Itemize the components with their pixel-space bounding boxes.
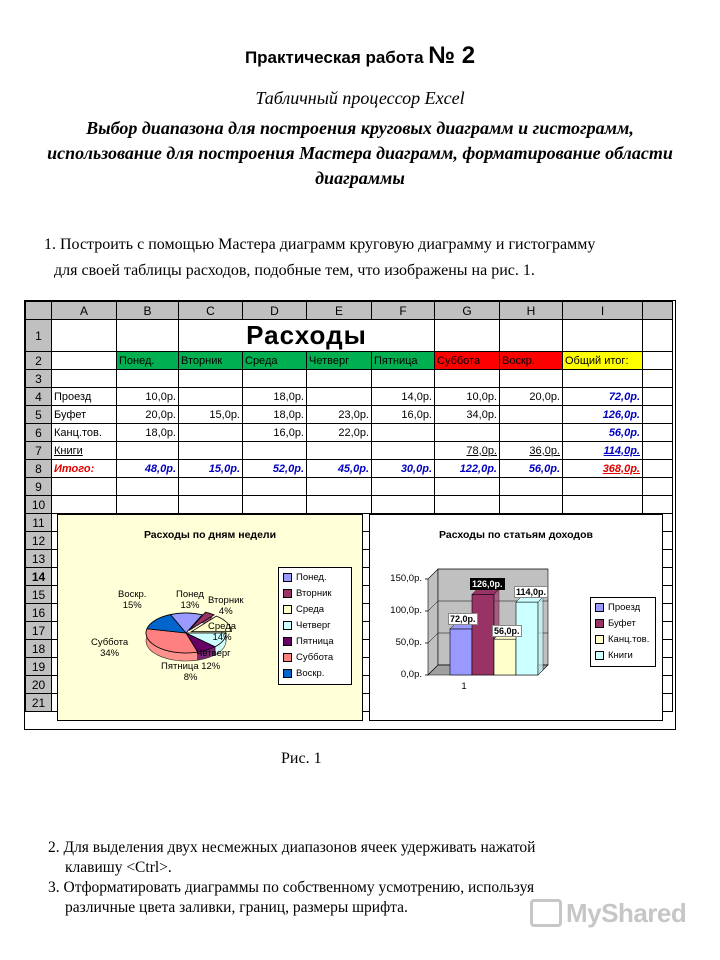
pie-legend [278, 567, 352, 685]
cell[interactable] [117, 370, 179, 388]
cell[interactable] [643, 320, 673, 352]
row-header-1[interactable]: 1 [26, 320, 52, 352]
legend-label: Проезд [608, 602, 641, 613]
cell[interactable] [117, 496, 179, 514]
value-cell[interactable] [500, 406, 563, 424]
row-header-10[interactable]: 10 [26, 496, 52, 514]
day-header-cell[interactable]: Четверг [307, 352, 372, 370]
table-row [26, 388, 673, 406]
legend-entry [279, 666, 351, 682]
legend-swatch [283, 669, 292, 678]
cell[interactable] [500, 496, 563, 514]
expense-name-cell[interactable]: Буфет [52, 406, 117, 424]
value-cell[interactable] [179, 424, 243, 442]
day-header-cell[interactable]: Общий итог: [563, 352, 643, 370]
cell[interactable] [643, 478, 673, 496]
pie-label-thursday: Четверг [196, 648, 231, 659]
row-header-5[interactable]: 5 [26, 406, 52, 424]
legend-swatch [283, 589, 292, 598]
value-cell[interactable]: 23,0р. [307, 406, 372, 424]
cell[interactable] [307, 370, 372, 388]
total-cell[interactable]: 56,0р. [563, 424, 643, 442]
figure-caption: Рис. 1 [281, 750, 322, 767]
bar-data-label: 56,0р. [494, 626, 520, 637]
cell[interactable] [179, 478, 243, 496]
task-1: 1. Построить с помощью Мастера диаграмм круговую диаграмму и гистограмму для своей таблицы расходов, подобные тем, что изображены на рис. 1. [44, 236, 596, 279]
row-header-12[interactable]: 12 [26, 532, 52, 550]
value-cell[interactable] [179, 388, 243, 406]
cell[interactable] [372, 478, 435, 496]
legend-swatch [595, 603, 604, 612]
value-cell[interactable]: 16,0р. [372, 406, 435, 424]
expense-name-cell[interactable]: Книги [52, 442, 117, 460]
value-cell[interactable] [372, 424, 435, 442]
cell[interactable] [372, 370, 435, 388]
cell[interactable] [117, 320, 179, 352]
value-cell[interactable]: 20,0р. [117, 406, 179, 424]
day-total-cell[interactable]: 15,0р. [179, 460, 243, 478]
pie-label-wednesday: Среда 14% [208, 621, 237, 643]
legend-swatch [283, 637, 292, 646]
row-header-15[interactable]: 15 [26, 586, 52, 604]
table-row [26, 496, 673, 514]
column-header-i[interactable]: I [563, 302, 643, 320]
legend-entry [279, 602, 351, 618]
legend-label: Пятница [296, 636, 334, 647]
y-tick-label: 50,0р. [395, 637, 422, 648]
table-row [26, 406, 673, 424]
day-header-cell[interactable]: Пятница [372, 352, 435, 370]
bar-4 [516, 602, 538, 675]
cell[interactable] [243, 370, 307, 388]
value-cell[interactable] [307, 442, 372, 460]
value-cell[interactable] [179, 442, 243, 460]
total-cell[interactable]: 126,0р. [563, 406, 643, 424]
row-header-14[interactable]: 14 [26, 568, 52, 586]
legend-label: Канц.тов. [608, 634, 650, 645]
row-header-20[interactable]: 20 [26, 676, 52, 694]
cell[interactable] [52, 352, 117, 370]
legend-label: Вторник [296, 588, 332, 599]
value-cell[interactable]: 16,0р. [243, 424, 307, 442]
row-header-6[interactable]: 6 [26, 424, 52, 442]
column-header-row [26, 302, 673, 320]
grand-total-cell[interactable]: 368,0р. [563, 460, 643, 478]
value-cell[interactable]: 10,0р. [435, 388, 500, 406]
legend-entry [279, 650, 351, 666]
cell[interactable] [643, 442, 673, 460]
column-header-c[interactable]: C [179, 302, 243, 320]
cell[interactable] [52, 370, 117, 388]
cell[interactable] [643, 424, 673, 442]
value-cell[interactable]: 34,0р. [435, 406, 500, 424]
day-total-cell[interactable]: 56,0р. [500, 460, 563, 478]
legend-swatch [283, 605, 292, 614]
column-header-f[interactable]: F [372, 302, 435, 320]
expense-name-cell[interactable]: Канц.тов. [52, 424, 117, 442]
spreadsheet [24, 300, 676, 730]
legend-label: Воскр. [296, 668, 325, 679]
cell[interactable] [643, 460, 673, 478]
tasks-2-3: 2. Для выделения двух несмежных диапазонов ячеек удерживать нажатой клавишу <Ctrl>. 3. Отформатировать диаграммы по собственному усмотрению, используя различные цвета заливки, границ, размеры шрифта. [48, 839, 536, 916]
table-row [26, 370, 673, 388]
cell[interactable] [52, 478, 117, 496]
value-cell[interactable]: 18,0р. [243, 388, 307, 406]
legend-swatch [595, 651, 604, 660]
value-cell[interactable]: 20,0р. [500, 388, 563, 406]
pie-chart[interactable] [57, 514, 363, 721]
table-row [26, 352, 673, 370]
value-cell[interactable] [307, 388, 372, 406]
y-tick-label: 100,0р. [390, 605, 422, 616]
value-cell[interactable]: 18,0р. [243, 406, 307, 424]
legend-entry [279, 634, 351, 650]
presentation-icon [530, 899, 562, 927]
cell[interactable] [179, 496, 243, 514]
table-row [26, 320, 673, 352]
column-header-b[interactable]: B [117, 302, 179, 320]
cell[interactable] [372, 496, 435, 514]
column-header-extra[interactable] [643, 302, 673, 320]
legend-entry [279, 586, 351, 602]
bar-3 [494, 639, 516, 675]
cell[interactable] [643, 370, 673, 388]
bar-side-4 [538, 597, 543, 675]
cell[interactable] [500, 478, 563, 496]
table-row [26, 478, 673, 496]
legend-entry [279, 570, 351, 586]
value-cell[interactable]: 22,0р. [307, 424, 372, 442]
row-header-9[interactable]: 9 [26, 478, 52, 496]
cell[interactable] [307, 496, 372, 514]
column-header-e[interactable]: E [307, 302, 372, 320]
bar-data-label: 72,0р. [450, 613, 476, 624]
cell[interactable] [563, 370, 643, 388]
pie-label-tuesday: Вторник 4% [208, 595, 244, 617]
pie-label-saturday: Суббота 34% [91, 637, 129, 659]
value-cell[interactable] [435, 424, 500, 442]
cell[interactable] [435, 320, 500, 352]
cell[interactable] [435, 370, 500, 388]
y-tick-label: 150,0р. [390, 573, 422, 584]
cell[interactable] [500, 370, 563, 388]
bar-data-label: 126,0р. [472, 579, 503, 590]
cell[interactable] [643, 406, 673, 424]
page-subtitle: Табличный процессор Excel [255, 88, 465, 108]
watermark: MyShared [530, 898, 686, 929]
day-header-cell[interactable]: Суббота [435, 352, 500, 370]
page-title: Практическая работа № 2 [244, 42, 476, 69]
row-header-11[interactable]: 11 [26, 514, 52, 532]
row-header-13[interactable]: 13 [26, 550, 52, 568]
legend-label: Четверг [296, 620, 331, 631]
day-header-cell[interactable]: Воскр. [500, 352, 563, 370]
row-header-8[interactable]: 8 [26, 460, 52, 478]
row-header-21[interactable]: 21 [26, 694, 52, 712]
side-wall [428, 569, 438, 675]
row-header-3[interactable]: 3 [26, 370, 52, 388]
value-cell[interactable]: 78,0р. [435, 442, 500, 460]
cell[interactable] [643, 388, 673, 406]
column-header-h[interactable]: H [500, 302, 563, 320]
legend-swatch [595, 635, 604, 644]
table-row [26, 424, 673, 442]
column-header-a[interactable]: A [52, 302, 117, 320]
cell[interactable] [563, 496, 643, 514]
pie-chart-title: Расходы по дням недели [143, 529, 277, 541]
cell[interactable] [500, 320, 563, 352]
cell[interactable] [307, 478, 372, 496]
column-header-d[interactable]: D [243, 302, 307, 320]
legend-entry [591, 616, 655, 632]
legend-label: Понед. [296, 572, 327, 583]
legend-entry [591, 632, 655, 648]
bar-legend [590, 597, 656, 667]
legend-entry [591, 648, 655, 664]
cell[interactable] [435, 496, 500, 514]
row-header-19[interactable]: 19 [26, 658, 52, 676]
pie-label-friday: Пятница 12% 8% [161, 661, 221, 683]
cell[interactable] [52, 320, 117, 352]
totals-label-cell[interactable]: Итого: [52, 460, 117, 478]
legend-swatch [283, 621, 292, 630]
legend-label: Среда [296, 604, 325, 615]
cell[interactable] [117, 478, 179, 496]
legend-label: Книги [608, 650, 633, 661]
legend-swatch [283, 573, 292, 582]
bar-chart[interactable] [369, 514, 663, 721]
value-cell[interactable] [500, 424, 563, 442]
cell[interactable] [643, 496, 673, 514]
legend-swatch [595, 619, 604, 628]
value-cell[interactable] [372, 442, 435, 460]
column-header-g[interactable]: G [435, 302, 500, 320]
bar-chart-title: Расходы по статьям доходов [439, 529, 593, 541]
legend-swatch [283, 653, 292, 662]
pie-label-monday: Понед 13% [176, 589, 204, 611]
cell[interactable] [643, 352, 673, 370]
day-total-cell[interactable]: 45,0р. [307, 460, 372, 478]
day-header-cell[interactable]: Понед. [117, 352, 179, 370]
value-cell[interactable] [243, 442, 307, 460]
day-total-cell[interactable]: 52,0р. [243, 460, 307, 478]
cell[interactable] [563, 320, 643, 352]
legend-label: Суббота [296, 652, 334, 663]
legend-entry [591, 600, 655, 616]
day-total-cell[interactable]: 122,0р. [435, 460, 500, 478]
total-cell[interactable]: 72,0р. [563, 388, 643, 406]
value-cell[interactable]: 15,0р. [179, 406, 243, 424]
day-header-cell[interactable]: Среда [243, 352, 307, 370]
legend-label: Буфет [608, 618, 636, 629]
cell[interactable] [243, 478, 307, 496]
table-row [26, 442, 673, 460]
bar-1 [450, 629, 472, 675]
expense-name-cell[interactable]: Проезд [52, 388, 117, 406]
cell[interactable] [563, 478, 643, 496]
day-header-cell[interactable]: Вторник [179, 352, 243, 370]
row-header-2[interactable]: 2 [26, 352, 52, 370]
table-row [26, 460, 673, 478]
day-total-cell[interactable]: 30,0р. [372, 460, 435, 478]
x-tick-label: 1 [461, 681, 467, 692]
day-total-cell[interactable]: 48,0р. [117, 460, 179, 478]
value-cell[interactable]: 10,0р. [117, 388, 179, 406]
cell[interactable] [52, 496, 117, 514]
legend-entry [279, 618, 351, 634]
cell[interactable] [179, 370, 243, 388]
table-title-cell[interactable]: Расходы [179, 320, 435, 352]
value-cell[interactable] [117, 442, 179, 460]
bar-2 [472, 594, 494, 675]
value-cell[interactable]: 14,0р. [372, 388, 435, 406]
cell[interactable] [435, 478, 500, 496]
assignment-heading: Выбор диапазона для построения круговых диаграмм и гистограмм, использование для построения Мастера диаграмм, форматирование области диаграммы [47, 118, 673, 188]
cell[interactable] [243, 496, 307, 514]
y-tick-label: 0,0р. [400, 669, 422, 680]
row-header-7[interactable]: 7 [26, 442, 52, 460]
row-header-16[interactable]: 16 [26, 604, 52, 622]
pie-label-sunday: Воскр. 15% [118, 589, 147, 611]
total-cell[interactable]: 114,0р. [563, 442, 643, 460]
row-header-4[interactable]: 4 [26, 388, 52, 406]
select-all-corner[interactable] [26, 302, 52, 320]
row-header-18[interactable]: 18 [26, 640, 52, 658]
value-cell[interactable]: 18,0р. [117, 424, 179, 442]
row-header-17[interactable]: 17 [26, 622, 52, 640]
bar-data-label: 114,0р. [516, 587, 547, 598]
value-cell[interactable]: 36,0р. [500, 442, 563, 460]
